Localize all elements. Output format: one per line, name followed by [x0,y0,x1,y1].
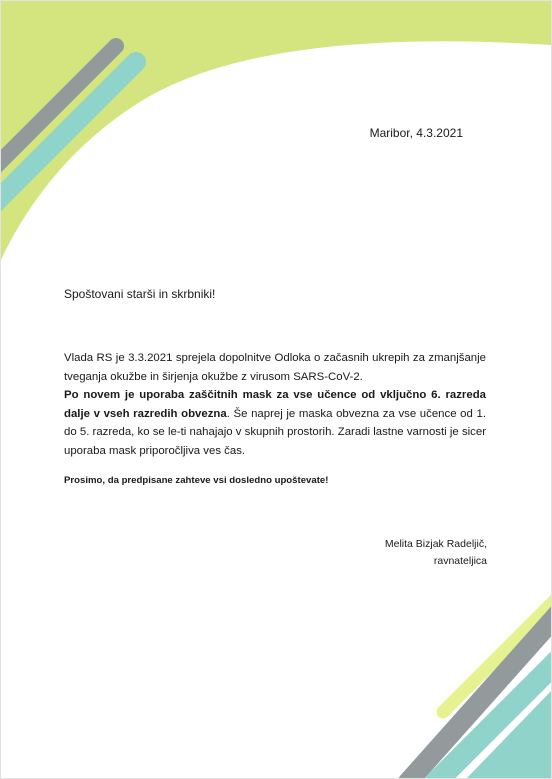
letter-body [64,349,486,461]
letter-date: Maribor, 4.3.2021 [369,126,463,140]
closing-request: Prosimo, da predpisane zahteve vsi dosledno upoštevate! [64,475,329,486]
intro-paragraph: Vlada RS je 3.3.2021 sprejela dopolnitve Odloka o začasnih ukrepih za zmanjšanje tveganja okužbe in širjenja okužbe z virusom SARS-CoV-2. [64,352,486,383]
mandatory-mask-notice: Po novem je uporaba zaščitnih mask za vse učence od vključno 6. razreda dalje v vseh razredih obvezna [64,389,486,420]
rules-continuation: . Še naprej je maska obvezna za vse učence od 1. do 5. razreda, ko se le-ti nahajajo v skupnih prostorih. Zaradi lastne varnosti je sicer uporaba mask priporočljiva ves čas. [64,407,486,457]
top-green-shape [0,0,552,262]
signature-title: ravnateljica [433,555,487,567]
rules-paragraph [64,386,486,460]
signature-block [385,536,487,570]
signature-name: Melita Bizjak Radeljič, [384,538,487,550]
greeting: Spoštovani starši in skrbniki! [64,287,216,301]
